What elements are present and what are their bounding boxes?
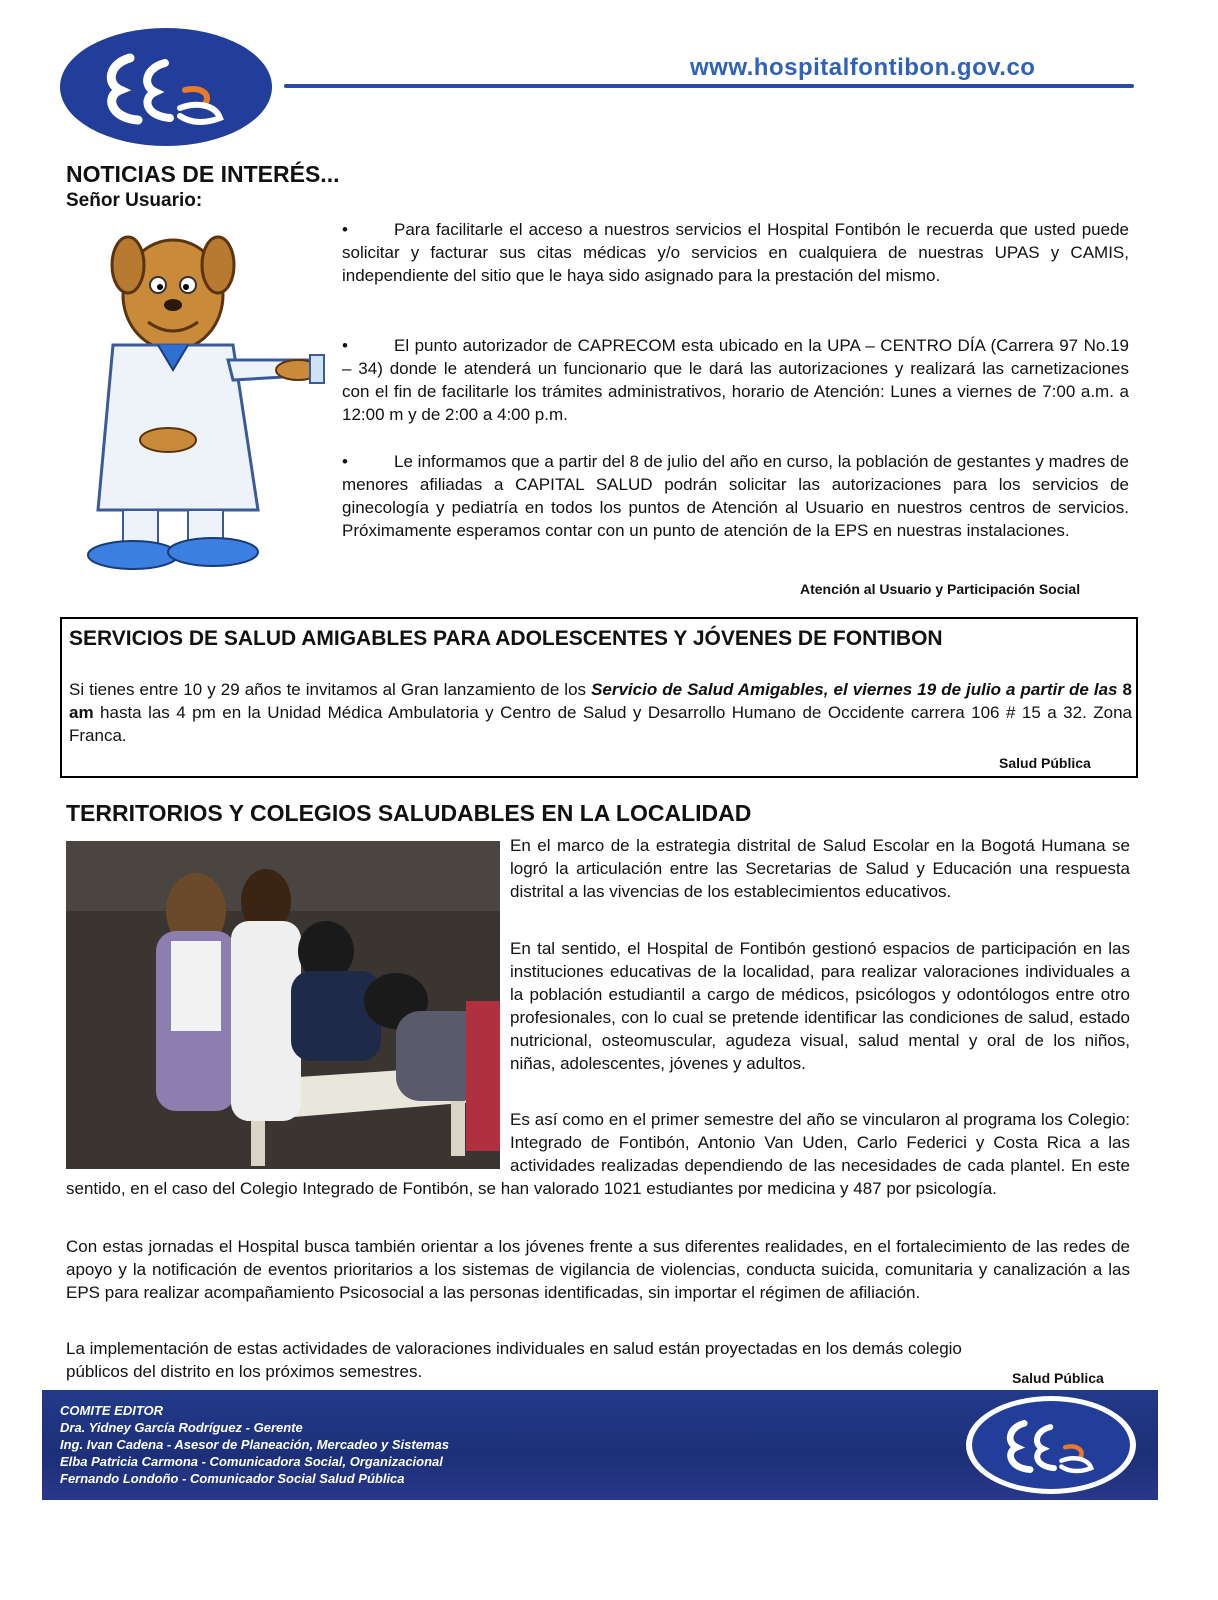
territorios-p4: Con estas jornadas el Hospital busca también orientar a los jóvenes frente a sus diferentes realidades, en el fortalecimiento de las redes de apoyo y la notificación de eventos prioritarios a los sistemas de vigilancia de violencias, conducta suicida, comunitaria y canalización a las EPS para realizar acompañamiento Psicosocial a las personas identificadas, sin importar el régimen de afiliación. [66,1237,1130,1302]
photo-float-spacer [66,1108,510,1170]
bullet-icon: • [342,452,348,471]
header-rule [284,84,1134,88]
servicios-highlight: Servicio de Salud Amigables [591,680,824,699]
footer-heading: COMITE EDITOR [60,1403,164,1418]
bullet-icon: • [342,220,348,239]
noticias-item-text: El punto autorizador de CAPRECOM esta ubicado en la UPA – CENTRO DÍA (Carrera 97 No.19 – 34) donde le atenderá un funcionario que le dará las autorizaciones y realizará las carnetizaciones con el fin de facilitarle los trámites administrativos, horario de Atención: Lunes a viernes de 7:00 a.m. a 12:00 m y de 2:00 a 4:00 p.m. [342,336,1129,424]
noticias-item-text: Le informamos que a partir del 8 de julio del año en curso, la población de gestantes y madres de menores afiliadas a CAPITAL SALUD podrán solicitar las autorizaciones para los servicios de ginecología y pediatría en todos los puntos de Atención al Usuario en nuestros centros de servicios. Próximamente esperamos contar con un punto de atención de la EPS en nuestras instalaciones. [342,452,1129,540]
servicios-text-3: hasta las 4 pm en la Unidad Médica Ambulatoria y Centro de Salud y Desarrollo Humano de Occidente carrera 106 # 15 a 32. Zona Franca. [69,703,1132,745]
servicios-text [69,678,1132,747]
noticias-title: NOTICIAS DE INTERÉS... [66,161,340,187]
servicios-box [60,617,1138,778]
servicios-text-1: Si tienes entre 10 y 29 años te invitamos al Gran lanzamiento de los [69,680,592,699]
territorios-p5: La implementación de estas actividades de valoraciones individuales en salud están proyectadas en los demás colegio públicos del distrito en los próximos semestres. [66,1339,962,1381]
territorios-p3-wrap [66,1108,1130,1200]
header-url[interactable]: www.hospitalfontibon.gov.co [690,54,1036,81]
servicios-title: SERVICIOS DE SALUD AMIGABLES PARA ADOLESCENTES Y JÓVENES DE FONTIBON [69,627,943,650]
territorios-title: TERRITORIOS Y COLEGIOS SALUDABLES EN LA LOCALIDAD [66,800,752,826]
header-logo [60,28,272,146]
hospital-logo-icon [972,1401,1130,1489]
territorios-signature: Salud Pública [1012,1370,1104,1386]
dog-doctor-icon [78,230,338,575]
noticias-item-text: Para facilitarle el acceso a nuestros servicios el Hospital Fontibón le recuerda que usted puede solicitar y facturar sus citas médicas y/o servicios en cualquiera de nuestras UPAS y CAMIS, independiente del sitio que le haya sido asignado para la prestación del mismo. [342,220,1129,285]
servicios-time: 8 am [69,680,1132,722]
mascot-illustration [78,230,338,575]
footer-line: Elba Patricia Carmona - Comunicadora Social, Organizacional [60,1454,443,1469]
territorios-p2: En tal sentido, el Hospital de Fontibón gestionó espacios de participación en las instituciones educativas de la localidad, para realizar valoraciones individuales a la población estudiantil a cargo de médicos, psicólogos y odontólogos entre otro profesionales, con lo cual se pretende identificar las condiciones de salud, estado nutricional, osteomuscular, agudeza visual, salud mental y oral de los niños, niñas, adolescentes, jóvenes y adultos. [510,939,1130,1073]
footer-credits [60,1402,449,1487]
noticias-item-2 [342,334,1129,426]
territorios-p3: Es así como en el primer semestre del año se vincularon al programa los Colegio: Integrado de Fontibón, Antonio Van Uden, Carlo Federici y Costa Rica a las actividades realizadas dependiendo de las necesidades de cada plantel. En este sentido, en el caso del Colegio Integrado de Fontibón, se han valorado 1021 estudiantes por medicina y 487 por psicología. [66,1110,1130,1198]
footer-logo [966,1396,1136,1494]
bullet-icon: • [342,336,348,355]
noticias-item-1 [342,218,1129,287]
noticias-signature: Atención al Usuario y Participación Social [800,581,1081,597]
territorios-p1: En el marco de la estrategia distrital de Salud Escolar en la Bogotá Humana se logró la articulación entre las Secretarias de Salud y Educación una respuesta distrital a las vivencias de los establecimientos educativos. [510,836,1130,901]
noticias-item-3 [342,450,1129,542]
footer-band [42,1390,1158,1500]
servicios-signature: Salud Pública [999,755,1091,771]
footer-line: Dra. Yidney García Rodríguez - Gerente [60,1420,303,1435]
servicios-date: , el viernes 19 de julio a partir de las [823,680,1123,699]
footer-line: Ing. Ivan Cadena - Asesor de Planeación, Mercadeo y Sistemas [60,1437,449,1452]
hospital-logo-icon [60,28,272,146]
noticias-greeting: Señor Usuario: [66,190,203,211]
footer-line: Fernando Londoño - Comunicador Social Salud Pública [60,1471,405,1486]
